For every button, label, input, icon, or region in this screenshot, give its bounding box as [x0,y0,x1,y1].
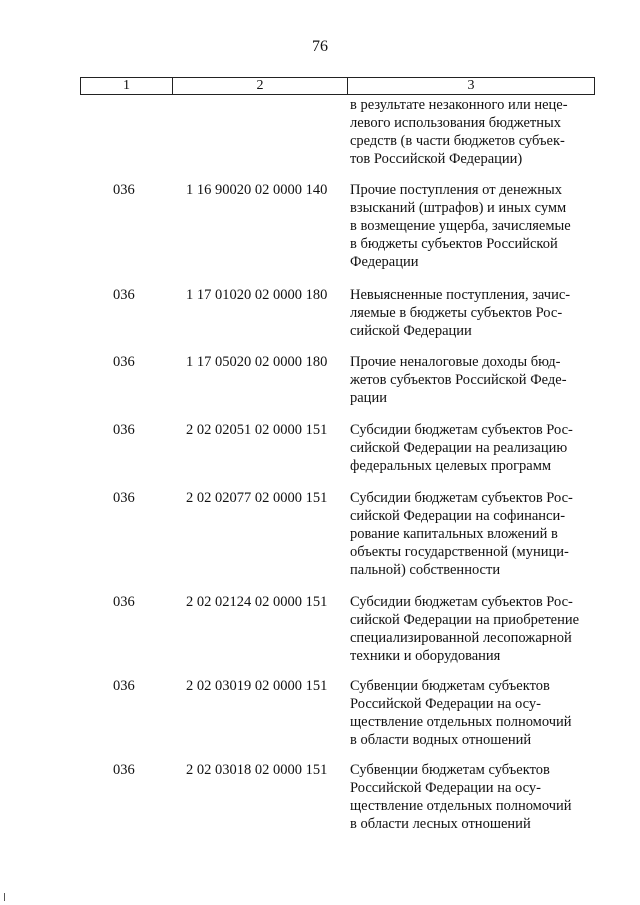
text-line: ществление отдельных полномочий [350,798,572,814]
header-col-1: 1 [81,78,173,94]
text-line: сийской Федерации на приобретение [350,612,580,628]
text-line: Федерации [350,254,419,270]
text-line: объекты государственной (муници- [350,544,569,560]
budget-code: 2 02 02051 02 0000 151 [186,422,328,438]
income-description [350,353,600,407]
header-col-2: 2 [173,78,348,94]
text-line: ляемые в бюджеты субъектов Рос- [350,305,563,321]
text-line: Субвенции бюджетам субъектов [350,762,550,778]
text-line: Субсидии бюджетам субъектов Рос- [350,490,573,506]
table-header [80,77,595,95]
header-col-3: 3 [467,78,475,93]
text-line: в области лесных отношений [350,816,531,832]
admin-code: 036 [113,594,135,610]
text-line: федеральных целевых программ [350,458,552,474]
text-line: Субвенции бюджетам субъектов [350,678,550,694]
admin-code: 036 [113,354,135,370]
income-description [350,677,600,749]
text-line: сийской Федерации на реализацию [350,440,568,456]
admin-code: 036 [113,182,135,198]
text-line: Невыясненные поступления, зачис- [350,287,571,303]
continuation-text [350,96,600,168]
text-line: Российской Федерации на осу- [350,780,541,796]
text-line: Субсидии бюджетам субъектов Рос- [350,422,573,438]
budget-code: 1 16 90020 02 0000 140 [186,182,328,198]
text-line: в бюджеты субъектов Российской [350,236,558,252]
admin-code: 036 [113,422,135,438]
text-line: жетов субъектов Российской Феде- [350,372,567,388]
text-line: Прочие неналоговые доходы бюд- [350,354,561,370]
text-line: сийской Федерации [350,323,472,339]
text-line: в результате незаконного или неце- [350,97,568,113]
income-description [350,761,600,833]
income-description [350,421,600,475]
text-line: тов Российской Федерации) [350,151,523,167]
text-line: сийской Федерации на софинанси- [350,508,566,524]
budget-code: 2 02 03019 02 0000 151 [186,678,328,694]
budget-code: 1 17 01020 02 0000 180 [186,287,328,303]
text-line: в возмещение ущерба, зачисляемые [350,218,571,234]
income-description [350,181,600,271]
text-line: техники и оборудования [350,648,501,664]
budget-code: 2 02 02124 02 0000 151 [186,594,328,610]
budget-code: 1 17 05020 02 0000 180 [186,354,328,370]
income-description [350,286,600,340]
text-line: Субсидии бюджетам субъектов Рос- [350,594,573,610]
text-line: взысканий (штрафов) и иных сумм [350,200,567,216]
admin-code: 036 [113,762,135,778]
admin-code: 036 [113,490,135,506]
budget-code: 2 02 02077 02 0000 151 [186,490,328,506]
text-line: Российской Федерации на осу- [350,696,541,712]
admin-code: 036 [113,678,135,694]
text-line: левого использования бюджетных [350,115,561,131]
scan-mark [4,893,5,901]
admin-code: 036 [113,287,135,303]
income-description [350,489,600,579]
text-line: рование капитальных вложений в [350,526,558,542]
text-line: Прочие поступления от денежных [350,182,562,198]
text-line: ществление отдельных полномочий [350,714,572,730]
text-line: пальной) собственности [350,562,501,578]
page-number: 76 [312,38,328,55]
income-description [350,593,600,665]
text-line: специализированной лесопожарной [350,630,572,646]
text-line: рации [350,390,387,406]
budget-code: 2 02 03018 02 0000 151 [186,762,328,778]
text-line: средств (в части бюджетов субъек- [350,133,565,149]
text-line: в области водных отношений [350,732,532,748]
